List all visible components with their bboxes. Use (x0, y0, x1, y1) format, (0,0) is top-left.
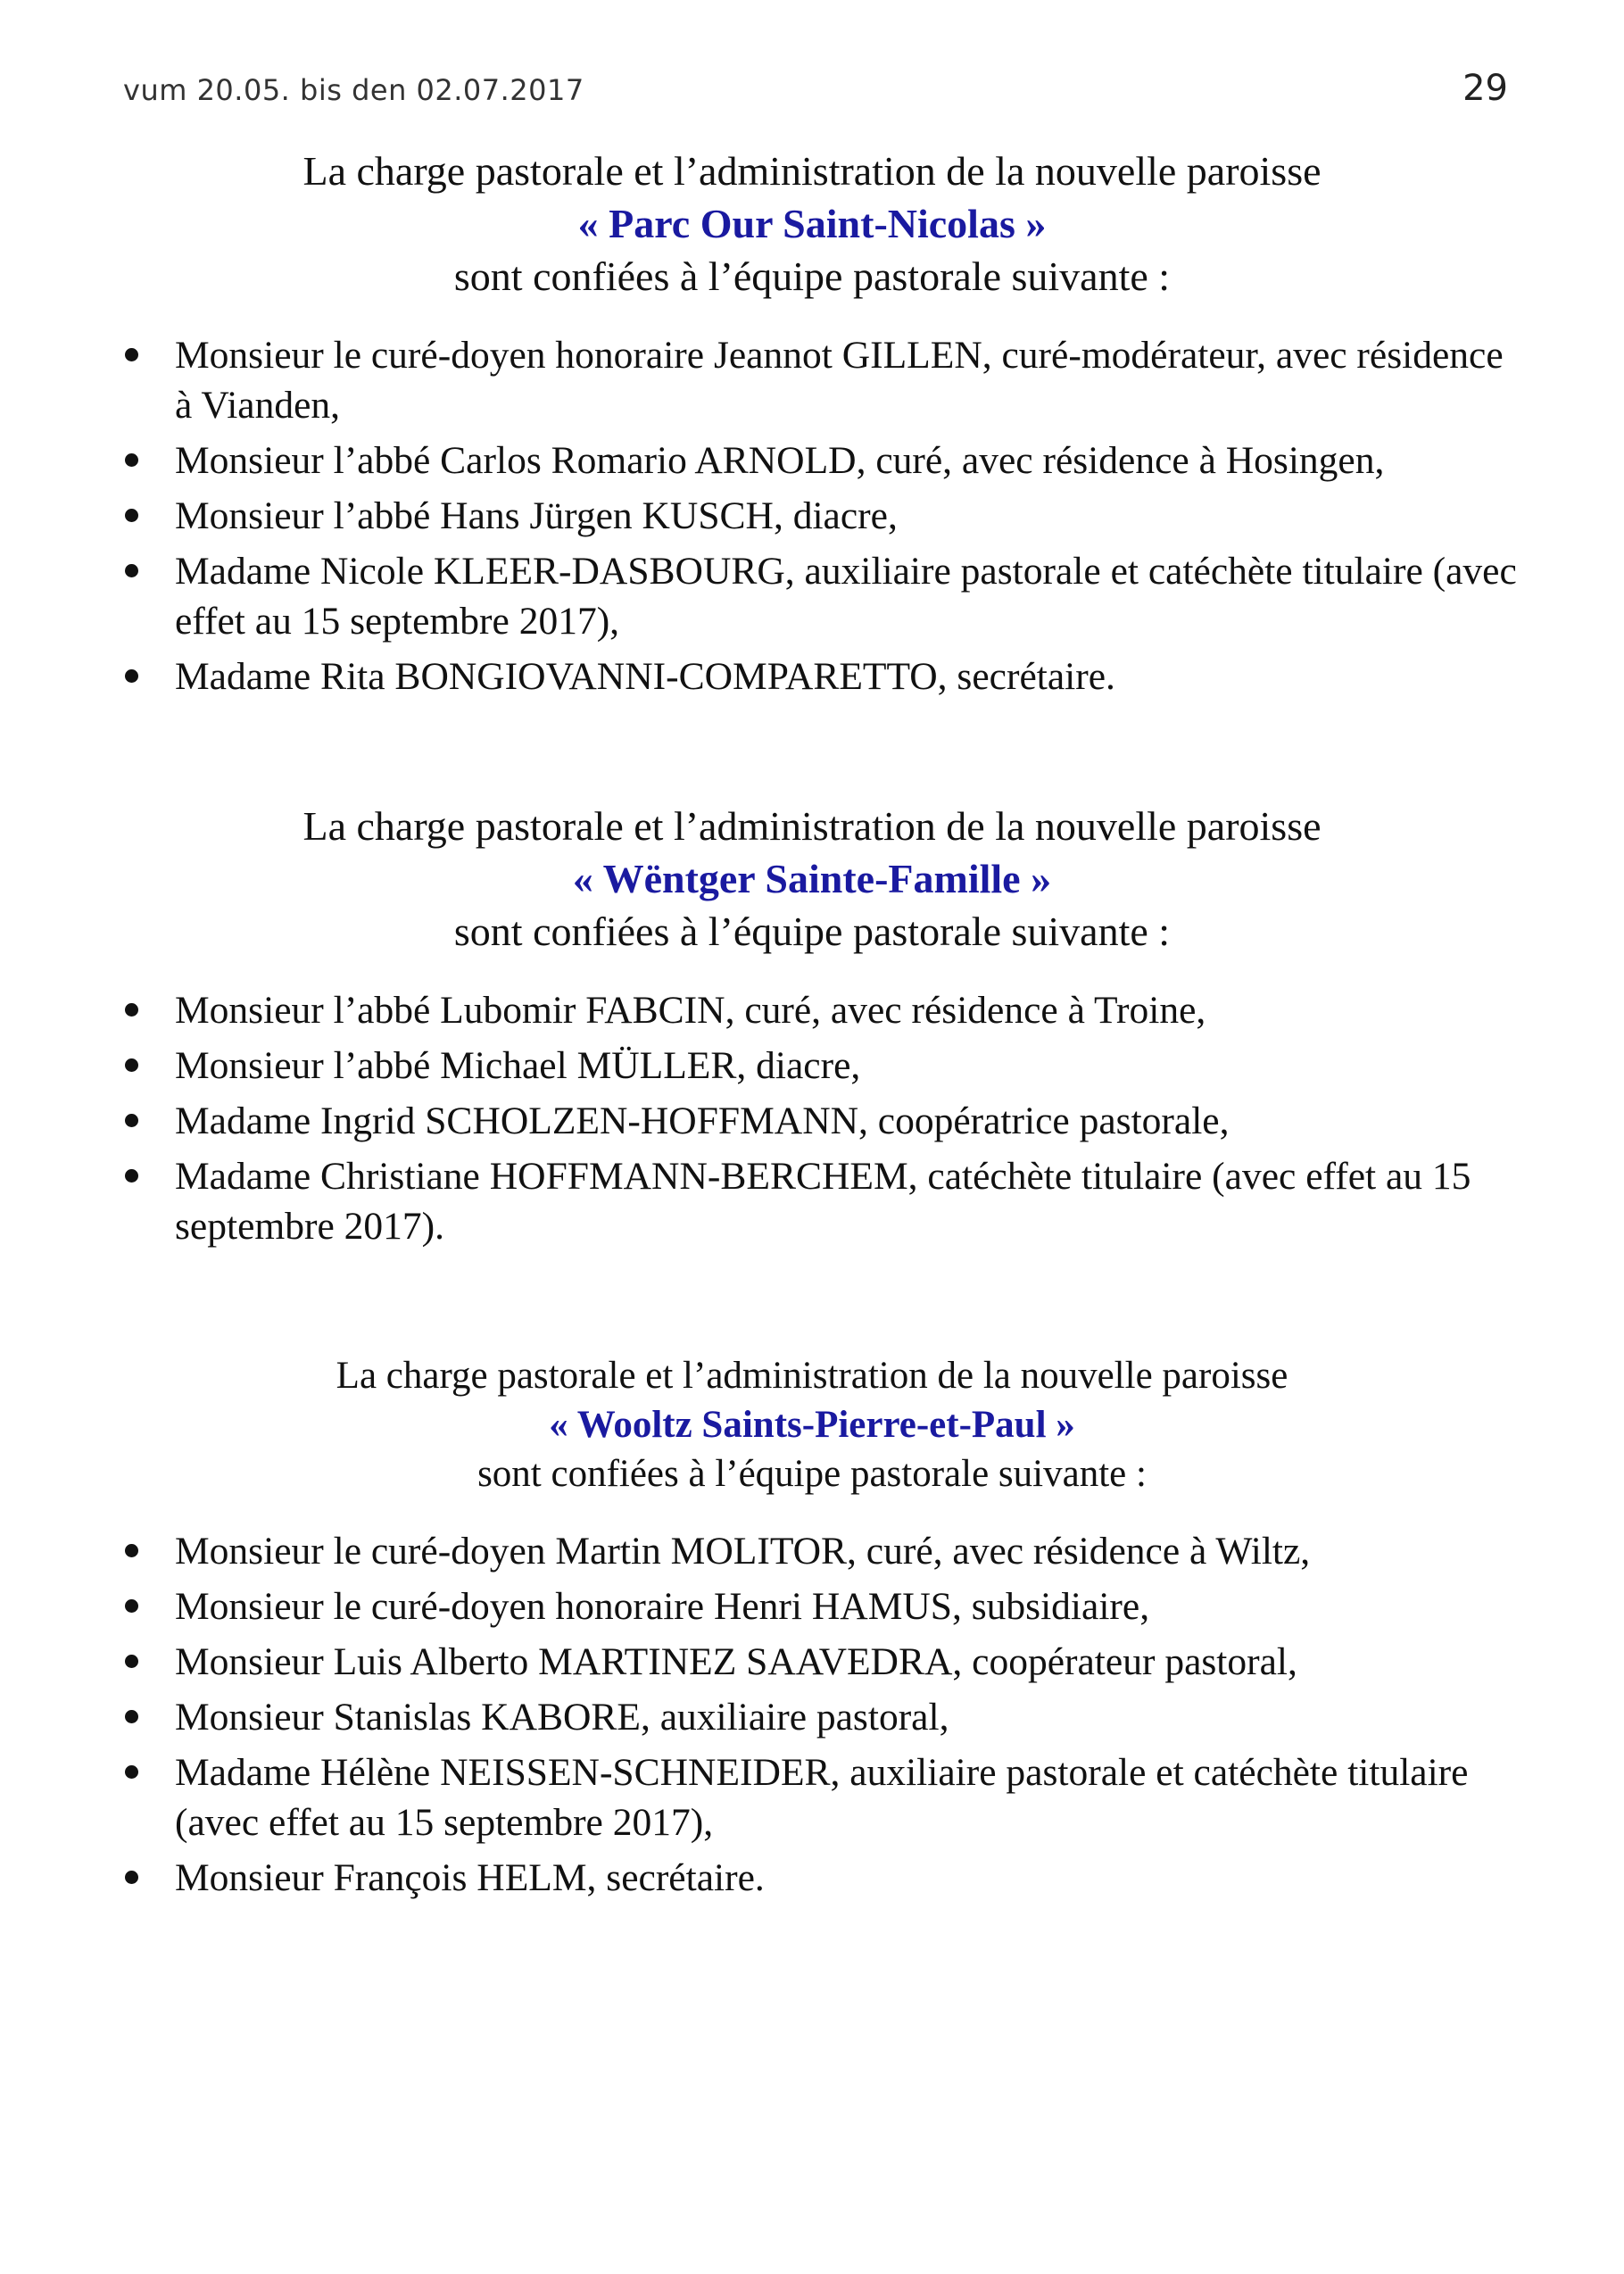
section-heading (0, 145, 1624, 303)
bullet-icon (125, 1599, 138, 1613)
bullet-icon (125, 1058, 138, 1072)
member-text: Monsieur François HELM, secrétaire. (175, 1856, 765, 1899)
parish-section-parc-our (0, 145, 1624, 303)
member-text: Monsieur l’abbé Michael MÜLLER, diacre, (175, 1044, 861, 1087)
team-list (125, 330, 1517, 707)
member-text: Monsieur le curé-doyen Martin MOLITOR, curé, avec résidence à Wiltz, (175, 1530, 1311, 1573)
bullet-icon (125, 564, 138, 577)
list-item (125, 1747, 1517, 1847)
intro-text: La charge pastorale et l’administration de la nouvelle paroisse (302, 803, 1322, 849)
member-text: Monsieur Luis Alberto MARTINEZ SAAVEDRA, coopérateur pastoral, (175, 1640, 1297, 1683)
bullet-icon (125, 1871, 138, 1884)
list-item (125, 436, 1517, 486)
parish-name: « Parc Our Saint-Nicolas » (577, 201, 1047, 246)
list-item (125, 491, 1517, 541)
bullet-icon (125, 1114, 138, 1127)
member-text: Monsieur l’abbé Lubomir FABCIN, curé, avec résidence à Troine, (175, 989, 1206, 1032)
list-item (125, 330, 1517, 430)
bullet-icon (125, 509, 138, 522)
member-text: Madame Rita BONGIOVANNI-COMPARETTO, secrétaire. (175, 655, 1115, 698)
page-header (123, 68, 1508, 112)
member-text: Monsieur le curé-doyen honoraire Henri HAMUS, subsidiaire, (175, 1585, 1150, 1628)
member-text: Madame Hélène NEISSEN-SCHNEIDER, auxiliaire pastorale et catéchète titulaire (avec effet au 15 septembre 2017), (175, 1751, 1469, 1844)
member-text: Madame Ingrid SCHOLZEN-HOFFMANN, coopératrice pastorale, (175, 1100, 1230, 1142)
member-text: Monsieur Stanislas KABORE, auxiliaire pastoral, (175, 1696, 949, 1739)
section-heading (0, 800, 1624, 958)
list-item (125, 1637, 1517, 1687)
parish-name: « Wëntger Sainte-Famille » (572, 856, 1052, 901)
list-item (125, 1692, 1517, 1742)
list-item (125, 1151, 1517, 1251)
parish-section-wentger (0, 800, 1624, 958)
page-number: 29 (1462, 68, 1508, 109)
team-list (125, 985, 1517, 1257)
bullet-icon (125, 1544, 138, 1557)
intro-text: La charge pastorale et l’administration de la nouvelle paroisse (336, 1355, 1288, 1397)
list-item (125, 985, 1517, 1035)
header-dates: vum 20.05. bis den 02.07.2017 (123, 73, 584, 107)
parish-section-wooltz (0, 1351, 1624, 1498)
parish-name: « Wooltz Saints-Pierre-et-Paul » (549, 1404, 1075, 1446)
member-text: Madame Nicole KLEER-DASBOURG, auxiliaire pastorale et catéchète titulaire (avec effet au 15 septembre 2017), (175, 550, 1517, 643)
member-text: Madame Christiane HOFFMANN-BERCHEM, catéchète titulaire (avec effet au 15 septembre 2017). (175, 1155, 1471, 1248)
bullet-icon (125, 453, 138, 467)
bullet-icon (125, 1169, 138, 1183)
intro-text: La charge pastorale et l’administration de la nouvelle paroisse (302, 148, 1322, 194)
bullet-icon (125, 1655, 138, 1668)
bullet-icon (125, 348, 138, 361)
list-item (125, 1581, 1517, 1631)
list-item (125, 1096, 1517, 1146)
list-item (125, 546, 1517, 646)
list-item (125, 1853, 1517, 1903)
member-text: Monsieur le curé-doyen honoraire Jeannot GILLEN, curé-modérateur, avec résidence à Vianden, (175, 334, 1504, 427)
bullet-icon (125, 669, 138, 683)
team-list (125, 1526, 1517, 1908)
outro-text: sont confiées à l’équipe pastorale suivante : (453, 253, 1171, 299)
section-heading (0, 1351, 1624, 1498)
list-item (125, 1041, 1517, 1091)
outro-text: sont confiées à l’équipe pastorale suivante : (477, 1453, 1147, 1495)
list-item (125, 1526, 1517, 1576)
bullet-icon (125, 1710, 138, 1723)
bullet-icon (125, 1003, 138, 1017)
member-text: Monsieur l’abbé Hans Jürgen KUSCH, diacre, (175, 494, 898, 537)
member-text: Monsieur l’abbé Carlos Romario ARNOLD, curé, avec résidence à Hosingen, (175, 439, 1385, 482)
list-item (125, 651, 1517, 701)
outro-text: sont confiées à l’équipe pastorale suivante : (453, 909, 1171, 954)
bullet-icon (125, 1765, 138, 1779)
